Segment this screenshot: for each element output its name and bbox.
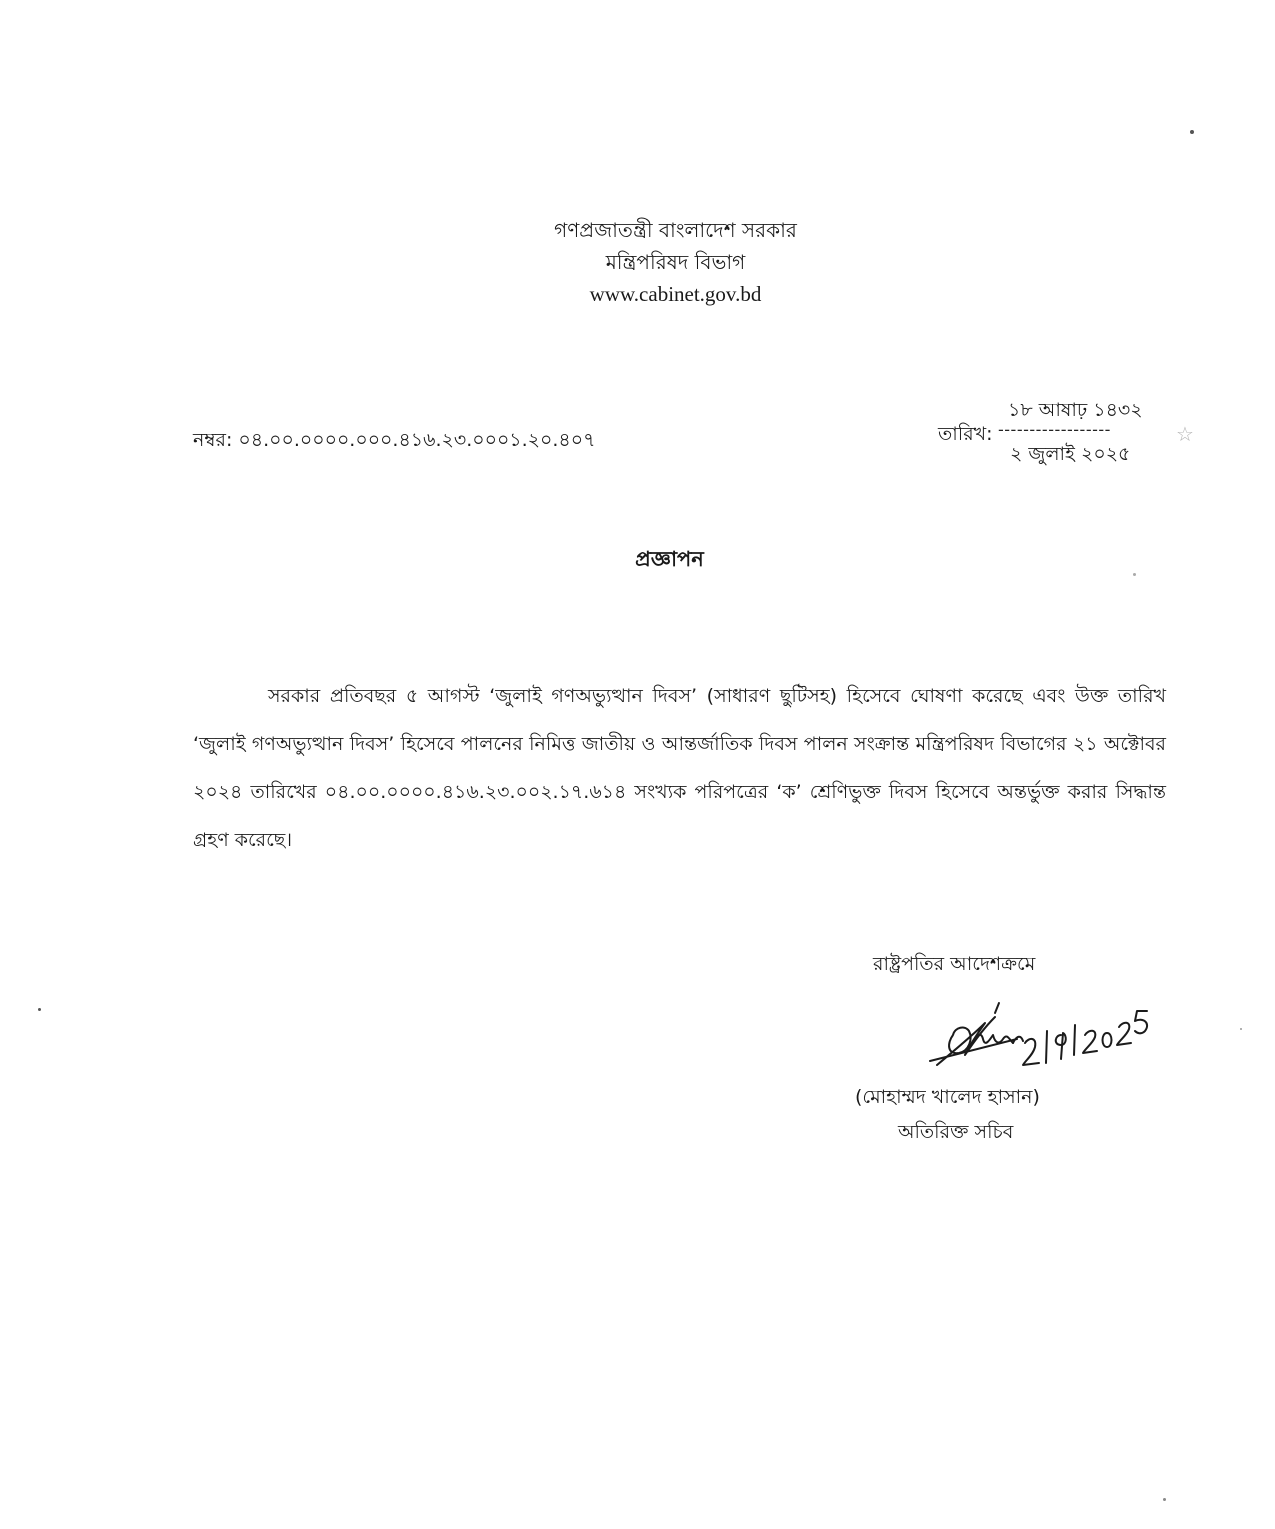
scan-speck: [1190, 130, 1194, 134]
date-separator: ------------------: [998, 420, 1111, 439]
star-icon: ☆: [1176, 422, 1194, 446]
notice-body: সরকার প্রতিবছর ৫ আগস্ট ‘জুলাই গণঅভ্যুত্থান দিবস’ (সাধারণ ছুটিসহ) হিসেবে ঘোষণা করেছে এবং উক্ত তারিখ ‘জুলাই গণঅভ্যুত্থান দিবস’ হিসেবে পালনের নিমিত্ত জাতীয় ও আন্তর্জাতিক দিবস পালন সংক্রান্ত মন্ত্রিপরিষদ বিভাগের ২১ অক্টোবর ২০২৪ তারিখের ০৪.০০.০০০০.৪১৬.২৩.০০২.১৭.৬১৪ সংখ্যক পরিপত্রের ‘ক’ শ্রেণিভুক্ত দিবস হিসেবে অন্তর্ভুক্ত করার সিদ্ধান্ত গ্রহণ করেছে।: [193, 685, 1166, 851]
scan-speck: [38, 1008, 41, 1011]
signatory-name: (মোহাম্মদ খালেদ হাসান): [855, 1086, 1040, 1108]
division-name: মন্ত্রিপরিষদ বিভাগ: [605, 250, 746, 274]
memo-number: নম্বর: ০৪.০০.০০০০.০০০.৪১৬.২৩.০০০১.২০.৪০৭: [193, 429, 596, 451]
handwritten-signature: [925, 995, 1155, 1080]
date-bangla: ১৮ আষাঢ় ১৪৩২: [1008, 399, 1143, 421]
date-block: [938, 398, 1198, 478]
letterhead: [0, 214, 1275, 310]
website-url: www.cabinet.gov.bd: [589, 282, 762, 306]
date-label: তারিখ:: [938, 423, 993, 445]
scan-speck: [1163, 1498, 1166, 1501]
signature-order: রাষ্ট্রপতির আদেশক্রমে: [873, 953, 1036, 975]
notice-title: প্রজ্ঞাপন: [635, 547, 704, 571]
scan-speck: [1133, 573, 1136, 576]
signatory-designation: অতিরিক্ত সচিব: [898, 1121, 1014, 1143]
scan-speck: [1240, 1028, 1242, 1030]
date-english: ২ জুলাই ২০২৫: [1010, 443, 1131, 465]
government-name: গণপ্রজাতন্ত্রী বাংলাদেশ সরকার: [554, 218, 797, 242]
